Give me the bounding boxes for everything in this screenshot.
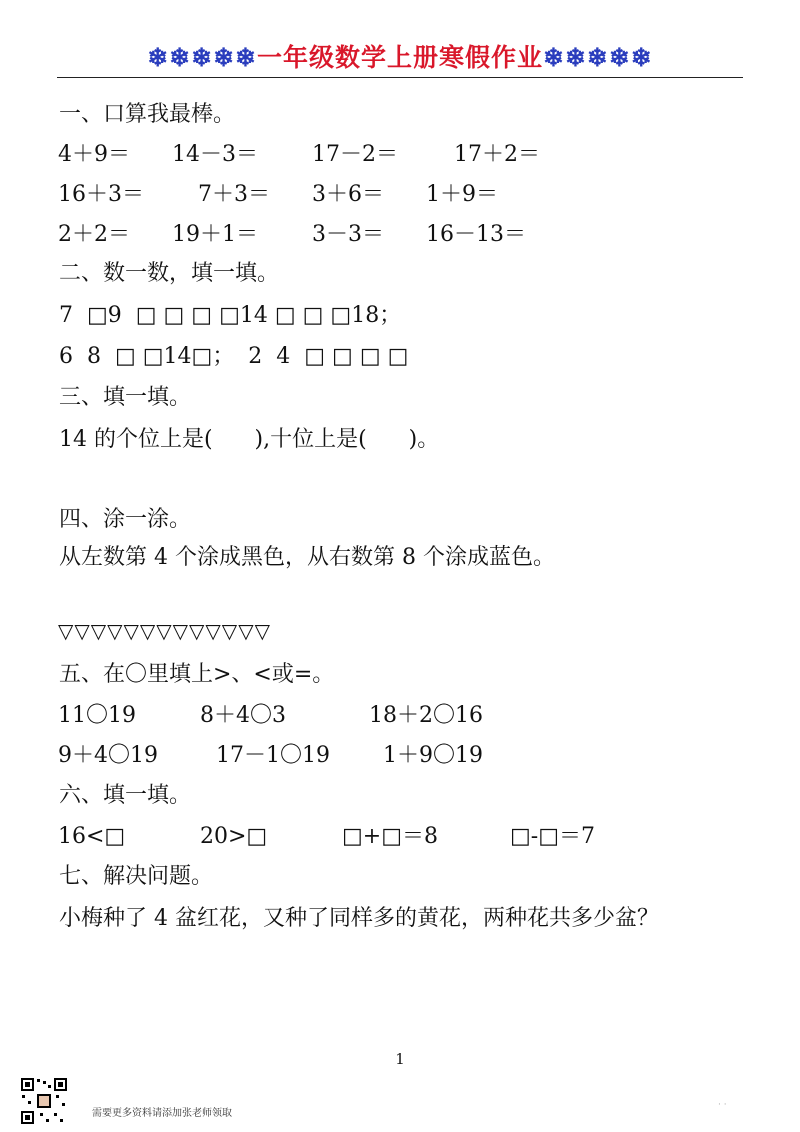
section-heading: 四、涂一涂。 <box>59 507 192 532</box>
snowflake-icon: ❄❄❄❄❄ <box>543 43 653 72</box>
arithmetic-problem: 4＋9＝ <box>58 142 130 167</box>
fill-in-item: □-□＝7 <box>510 824 596 849</box>
page-number: 1 <box>395 1050 405 1068</box>
fill-in-item: 16<□ <box>58 824 126 849</box>
arithmetic-problem: 19＋1＝ <box>172 222 258 247</box>
arithmetic-problem: 17－2＝ <box>312 142 398 167</box>
comparison-problem: 17－1〇19 <box>216 743 330 768</box>
arithmetic-problem: 14－3＝ <box>172 142 258 167</box>
section-heading: 七、解决问题。 <box>59 864 214 889</box>
worksheet-title: 一年级数学上册寒假作业 <box>256 43 543 72</box>
number-sequence: 7 □9 □ □ □ □14 □ □ □18； <box>59 303 402 328</box>
fill-in-item: □+□＝8 <box>342 824 439 849</box>
triangle-row: ▽▽▽▽▽▽▽▽▽▽▽▽▽ <box>58 619 271 643</box>
comparison-problem: 9＋4〇19 <box>58 743 158 768</box>
comparison-problem: 18＋2〇16 <box>369 703 483 728</box>
fill-in-item: 20>□ <box>200 824 268 849</box>
coloring-instruction: 从左数第 4 个涂成黑色，从右数第 8 个涂成蓝色。 <box>59 545 555 570</box>
corner-mark: · · <box>718 1100 727 1110</box>
arithmetic-problem: 3－3＝ <box>312 222 384 247</box>
arithmetic-problem: 2＋2＝ <box>58 222 130 247</box>
place-value-question: 14 的个位上是( ),十位上是( )。 <box>59 427 440 452</box>
comparison-problem: 11〇19 <box>58 703 136 728</box>
qr-code-icon <box>20 1077 68 1125</box>
section-heading: 三、填一填。 <box>59 385 192 410</box>
section-heading: 一、口算我最棒。 <box>59 102 236 127</box>
arithmetic-problem: 16－13＝ <box>426 222 526 247</box>
worksheet-header <box>0 38 800 74</box>
arithmetic-problem: 16＋3＝ <box>58 182 144 207</box>
word-problem: 小梅种了 4 盆红花，又种了同样多的黄花，两种花共多少盆？ <box>59 906 659 931</box>
section-heading: 二、数一数，填一填。 <box>59 261 280 286</box>
number-sequence: 6 8 □ □14□； 2 4 □ □ □ □ <box>59 344 409 369</box>
section-heading: 六、填一填。 <box>59 783 192 808</box>
section-heading: 五、在〇里填上>、<或=。 <box>59 662 335 687</box>
arithmetic-problem: 17＋2＝ <box>454 142 540 167</box>
arithmetic-problem: 3＋6＝ <box>312 182 384 207</box>
header-divider <box>57 77 743 78</box>
comparison-problem: 1＋9〇19 <box>383 743 483 768</box>
comparison-problem: 8＋4〇3 <box>200 703 286 728</box>
arithmetic-problem: 1＋9＝ <box>426 182 498 207</box>
snowflake-icon: ❄❄❄❄❄ <box>147 43 257 72</box>
arithmetic-problem: 7＋3＝ <box>198 182 270 207</box>
footer-note: 需要更多资料请添加张老师领取 <box>92 1108 232 1119</box>
